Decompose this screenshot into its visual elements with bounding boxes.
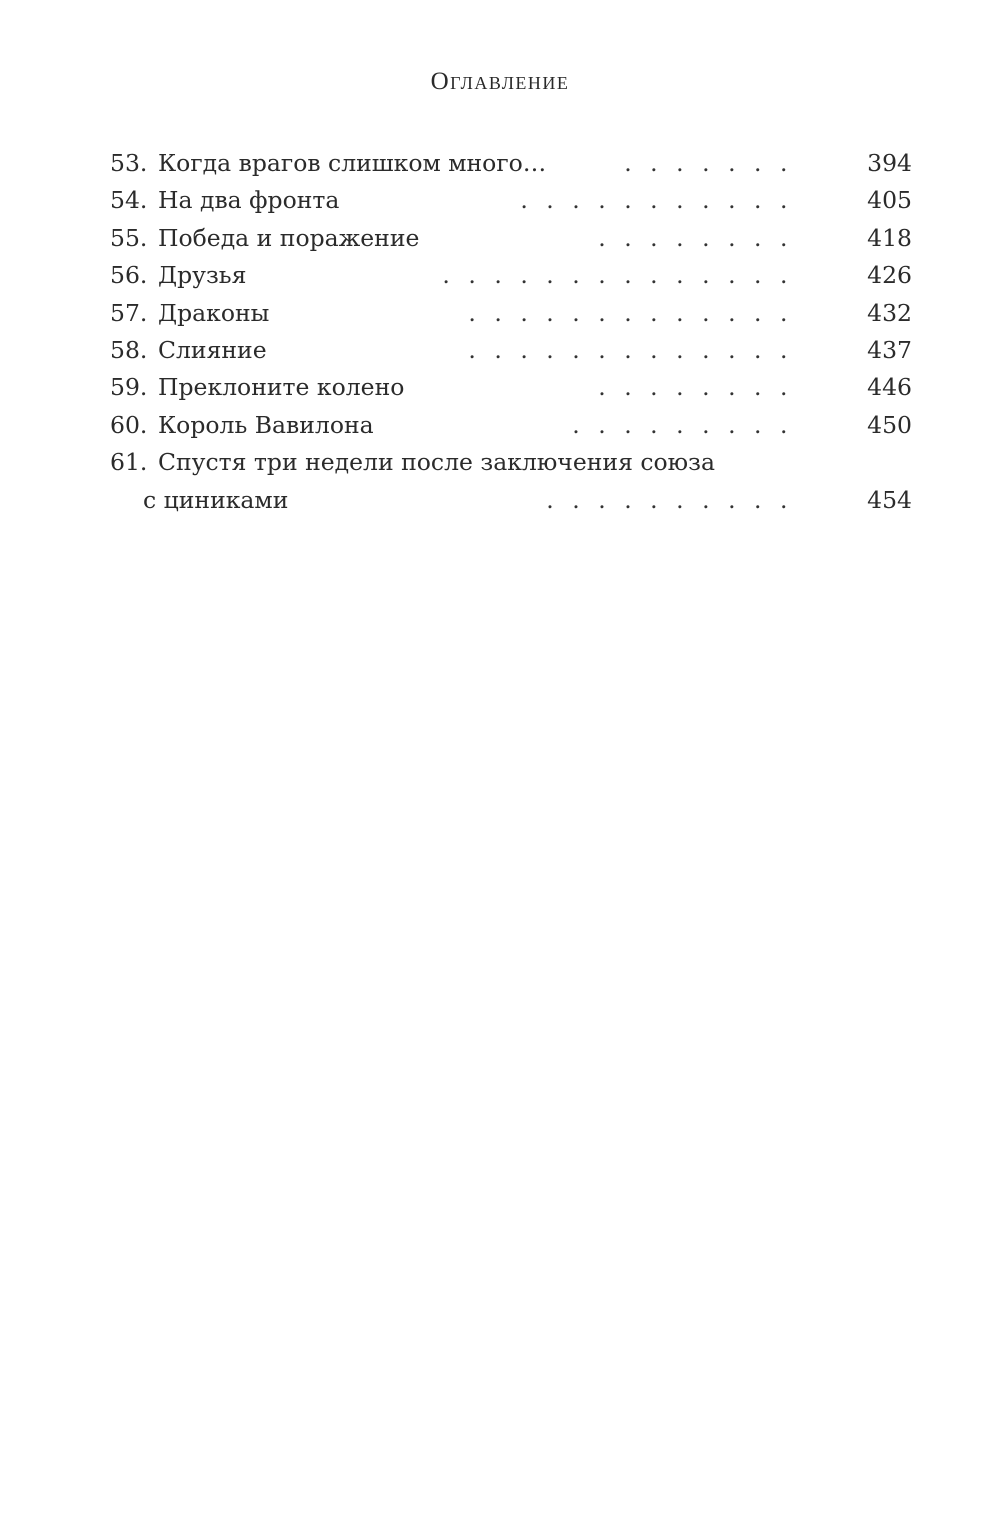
chapter-number: 58. — [110, 335, 148, 364]
chapter-title-continuation: с циниками — [143, 485, 289, 514]
page-number: 418 — [867, 223, 912, 252]
toc-entry — [110, 332, 912, 369]
chapter-number: 57. — [110, 298, 148, 327]
toc-entry — [110, 407, 912, 444]
chapter-title: Когда врагов слишком много… — [158, 149, 547, 177]
chapter-number: 54. — [110, 186, 148, 215]
dot-leader: .......... — [546, 485, 806, 514]
toc-entry — [110, 220, 912, 257]
chapter-title: Слияние — [158, 335, 267, 364]
chapter-title: Спустя три недели после заключения союза — [158, 448, 715, 477]
toc-entry — [110, 295, 912, 332]
page-number: 450 — [867, 410, 912, 439]
page-number: 432 — [867, 298, 912, 327]
toc-entry — [110, 257, 912, 294]
page-number: 426 — [867, 261, 912, 290]
toc-entry — [110, 182, 912, 219]
chapter-number: 59. — [110, 373, 148, 402]
chapter-title: На два фронта — [158, 186, 340, 215]
page-number: 394 — [867, 149, 912, 177]
chapter-title: Друзья — [158, 261, 247, 290]
page-number: 437 — [867, 335, 912, 364]
table-of-contents — [110, 145, 912, 519]
dot-leader: ............. — [468, 335, 806, 364]
dot-leader: ......... — [572, 410, 806, 439]
chapter-number: 55. — [110, 223, 148, 252]
dot-leader: ....... — [624, 149, 806, 177]
dot-leader: .............. — [442, 261, 806, 290]
chapter-number: 61. — [110, 448, 148, 477]
toc-entry — [110, 369, 912, 406]
chapter-number: 56. — [110, 261, 148, 290]
chapter-title: Драконы — [158, 298, 270, 327]
page-number: 446 — [867, 373, 912, 402]
page-title: Оглавление — [430, 68, 570, 95]
chapter-title: Победа и поражение — [158, 223, 420, 252]
toc-entry — [110, 444, 912, 519]
chapter-title: Преклоните колено — [158, 373, 405, 402]
page-number: 405 — [867, 186, 912, 215]
dot-leader: ........ — [598, 223, 806, 252]
dot-leader: ........... — [520, 186, 806, 215]
page-number: 454 — [867, 485, 912, 514]
dot-leader: ............. — [468, 298, 806, 327]
chapter-number: 60. — [110, 410, 148, 439]
chapter-number: 53. — [110, 149, 148, 177]
chapter-title: Король Вавилона — [158, 410, 374, 439]
toc-entry — [110, 145, 912, 182]
dot-leader: ........ — [598, 373, 806, 402]
